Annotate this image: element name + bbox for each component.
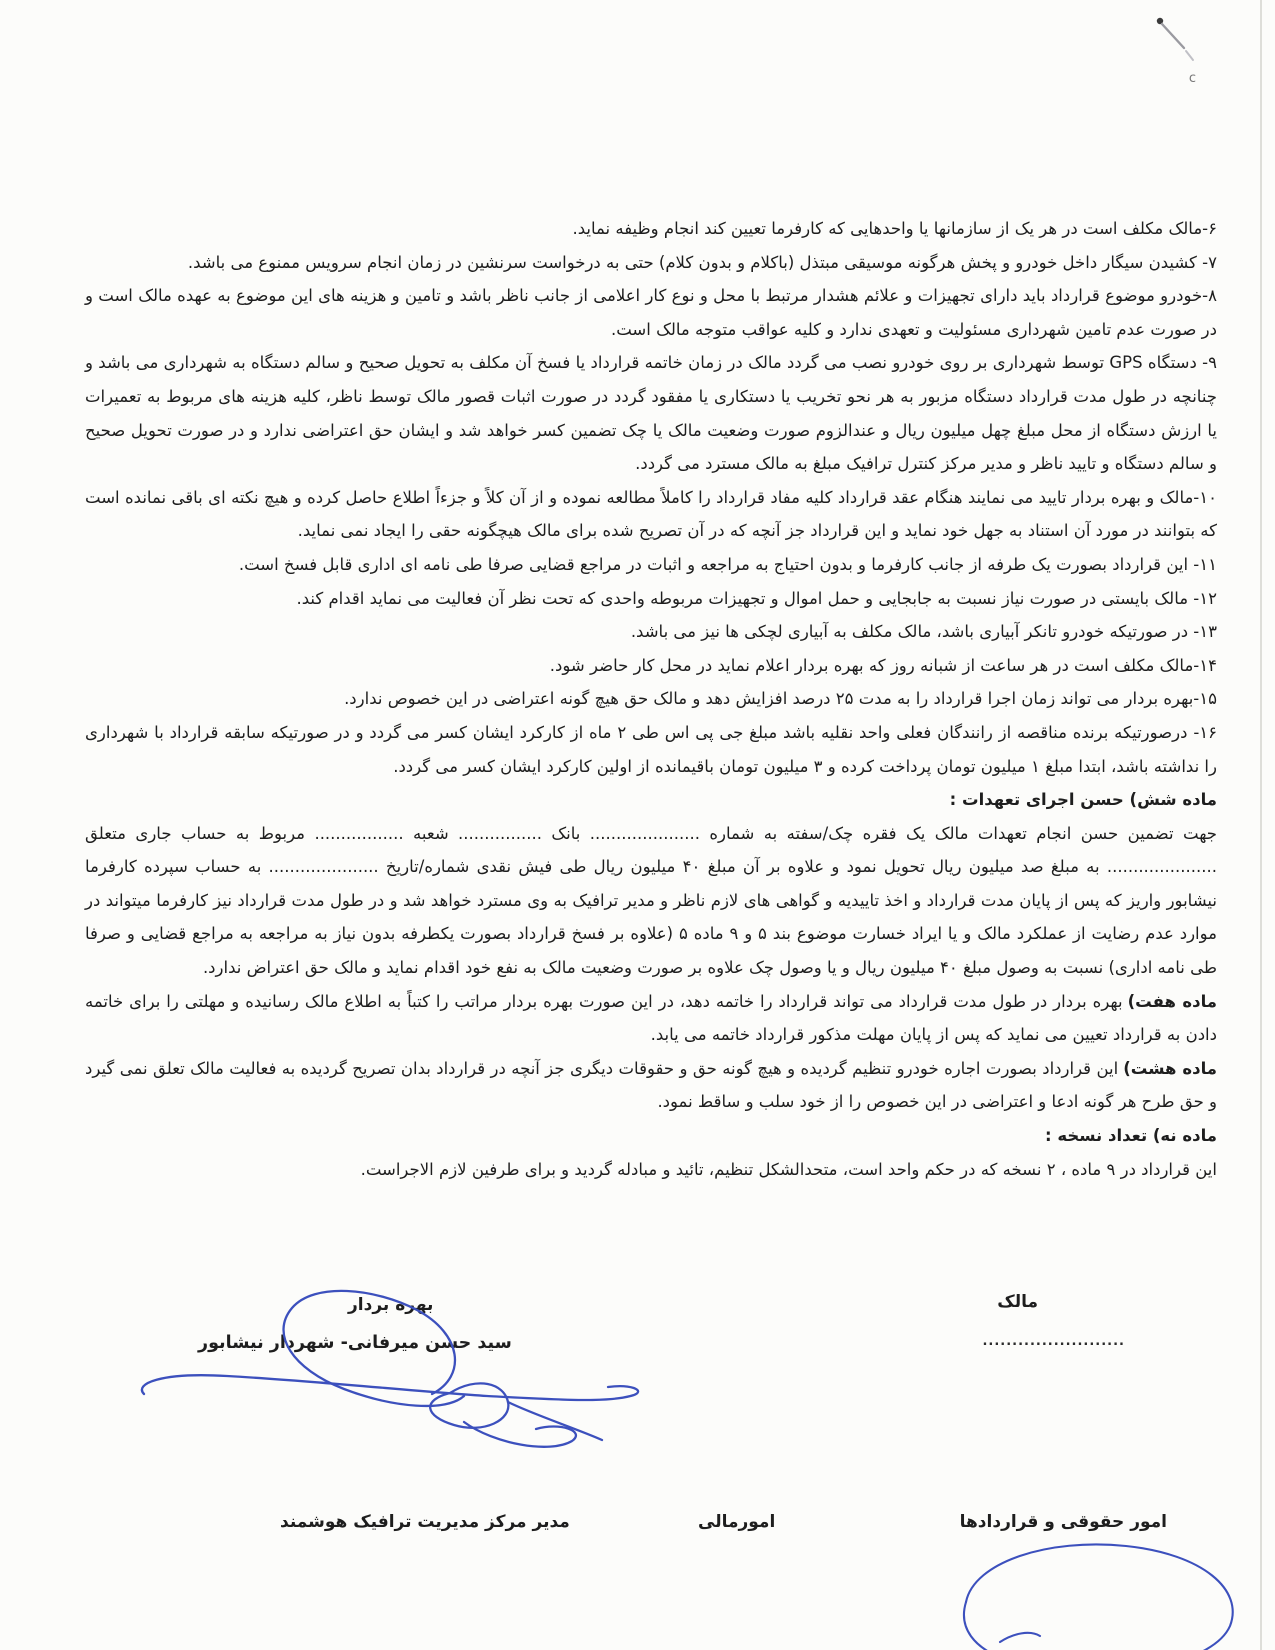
article-6-heading: ماده شش) حسن اجرای تعهدات : [949, 790, 1217, 810]
clause-12: ۱۲- مالک بایستی در صورت نیاز نسبت به جابجایی و حمل اموال و تجهیزات مربوطه واحدی که تحت نظر آن فعالیت می نماید اقدام کند. [296, 588, 1217, 608]
clause-15: ۱۵-بهره بردار می تواند زمان اجرا قرارداد را به مدت ۲۵ درصد افزایش دهد و مالک حق هیچ گونه اعتراضی در این خصوص ندارد. [344, 689, 1217, 709]
footer-legal-affairs-label: امور حقوقی و قراردادها [959, 1512, 1167, 1532]
clause-11: ۱۱- این قرارداد بصورت یک طرفه از جانب کارفرما و بدون احتیاج به مراجعه و اثبات در مراجع قضایی صرفا طی نامه ای اداری قابل فسخ است. [238, 554, 1217, 574]
footer-traffic-center-label: مدیر مرکز مدیریت ترافیک هوشمند [280, 1512, 570, 1532]
article-9-heading: ماده نه) تعداد نسخه : [1045, 1126, 1217, 1146]
clause-8: ۸-خودرو موضوع قرارداد باید دارای تجهیزات و علائم هشدار مرتبط با محل و نوع کار اعلامی از جانب ناظر باشد و تامین و هزینه های این موضوع به عهده مالک است و در صورت عدم تامین شهرداری مسئولیت و تعهدی ندارد و کلیه عواقب متوجه مالک است. [85, 286, 1217, 339]
article-7 [85, 985, 1217, 1052]
clause-16: ۱۶- درصورتیکه برنده مناقصه از رانندگان فعلی واحد نقلیه باشد مبلغ جی پی اس طی ۲ ماه از کارکرد ایشان کسر می گردد و در صورتیکه سابقه قرارداد با شهرداری را نداشته باشد، ابتدا مبلغ ۱ میلیون تومان پرداخت کرده و ۳ میلیون تومان باقیمانده از اولین کارکرد ایشان کسر می گردد. [85, 722, 1218, 776]
owner-signature-label: مالک [997, 1292, 1038, 1312]
operator-signature-name: سید حسن میرفانی- شهردار نیشابور [198, 1333, 512, 1353]
legal-affairs-handwritten-signature [888, 1532, 1258, 1650]
article-7-body: بهره بردار در طول مدت قرارداد می تواند قرارداد را خاتمه دهد، در این صورت بهره بردار مراتب را کتباً به اطلاع مالک رسانیده و مهلتی را برای خاتمه دادن به قرارداد تعیین می نماید که پس از پایان مهلت مذکور قرارداد خاتمه می یابد. [85, 991, 1217, 1045]
operator-handwritten-signature [132, 1272, 652, 1457]
article-7-label: ماده هفت) [1127, 991, 1217, 1011]
corner-letter-mark: c [1188, 71, 1196, 86]
owner-signature-dotted-line: ........................ [982, 1334, 1125, 1349]
clause-14: ۱۴-مالک مکلف است در هر ساعت از شبانه روز که بهره بردار اعلام نماید در محل کار حاضر شود. [549, 655, 1217, 675]
pen-mark-top-right [1138, 10, 1228, 100]
article-8-body: این قرارداد بصورت اجاره خودرو تنظیم گردیده و هیچ گونه حق و حقوقات دیگری جز آنچه در قرارداد بدان تصریح گردیده به فعالیت مالک تعلق نمی گیرد و حق طرح هر گونه ادعا و اعتراضی در این خصوص را از خود سلب و ساقط نمود. [85, 1058, 1217, 1112]
article-8-label: ماده هشت) [1123, 1058, 1218, 1078]
clause-7: ۷- کشیدن سیگار داخل خودرو و پخش هرگونه موسیقی مبتذل (باکلام و بدون کلام) حتی به درخواست سرنشین در زمان انجام سرویس ممنوع می باشد. [187, 252, 1217, 272]
article-9-body: این قرارداد در ۹ ماده ، ۲ نسخه که در حکم واحد است، متحدالشکل تنظیم، تائید و مبادله گردید و برای طرفین لازم الاجراست. [360, 1159, 1217, 1179]
clause-13: ۱۳- در صورتیکه خودرو تانکر آبیاری باشد، مالک مکلف به آبیاری لچکی ها نیز می باشد. [630, 622, 1217, 642]
contract-body [85, 212, 1217, 1186]
article-6-body: جهت تضمین حسن انجام تعهدات مالک یک فقره چک/سفته به شماره ..................... بانک ................ شعبه ................. مربوط به حساب جاری متعلق ..................... به مبلغ صد میلیون ریال تحویل نمود و علاوه بر آن مبلغ ۴۰ میلیون ریال طی فیش نقدی شماره/تاریخ ..................... به حساب سپرده کارفرما نیشابور واریز که پس از پایان مدت قرارداد و اخذ تاییدیه و گواهی های لازم ناظر و مدیر ترافیک به وی مسترد خواهد شد و در طول مدت قرارداد نیز کارفرما میتواند در موارد عدم رضایت از عملکرد مالک و یا ایراد خسارت موضوع بند ۵ و ۹ ماده ۵ (علاوه بر فسخ قرارداد بصورت یکطرفه بدون نیاز به مراجعه به مراجع قضایی و صرفا طی نامه اداری) نسبت به وصول مبلغ ۴۰ میلیون ریال و یا وصول چک علاوه بر صورت وضعیت مالک به نفع خود اقدام نماید و مالک حق اعتراض ندارد. [85, 823, 1217, 978]
clause-6: ۶-مالک مکلف است در هر یک از سازمانها یا واحدهایی که کارفرما تعیین کند انجام وظیفه نماید. [572, 219, 1217, 238]
operator-signature-label: بهره بردار [348, 1295, 434, 1315]
scan-edge-artifact [1260, 0, 1262, 1650]
footer-finance-label: امورمالی [698, 1512, 776, 1532]
clause-9: ۹- دستگاه GPS توسط شهرداری بر روی خودرو نصب می گردد مالک در زمان خاتمه قرارداد یا فسخ آن مکلف به تحویل صحیح و سالم دستگاه به شهرداری می باشد و چنانچه در طول مدت قرارداد دستگاه مزبور به هر نحو تخریب یا دستکاری یا مفقود گردد در صورت اثبات قصور مالک توسط ناظر، کلیه هزینه های مربوط به تعمیرات یا ارزش دستگاه از محل مبلغ چهل میلیون ریال و عندالزوم صورت وضعیت مالک یا چک تضمین کسر خواهد شد و ایشان حق اعتراضی ندارد و در صورت تحویل صحیح و سالم دستگاه و تایید ناظر و مدیر مرکز کنترل ترافیک مبلغ به مالک مسترد می گردد. [85, 353, 1217, 474]
article-8 [85, 1052, 1217, 1119]
clause-10: ۱۰-مالک و بهره بردار تایید می نمایند هنگام عقد قرارداد کلیه مفاد قرارداد را کاملاً مطالعه نموده و از آن کلاً و جزءاً اطلاع حاصل کرده و هیچ نکته ای باقی نمانده است که بتوانند در مورد آن استناد به جهل خود نماید و این قرارداد جز آنچه که در آن تصریح شده برای مالک هیچگونه حقی را ایجاد نمی نماید. [85, 487, 1217, 541]
